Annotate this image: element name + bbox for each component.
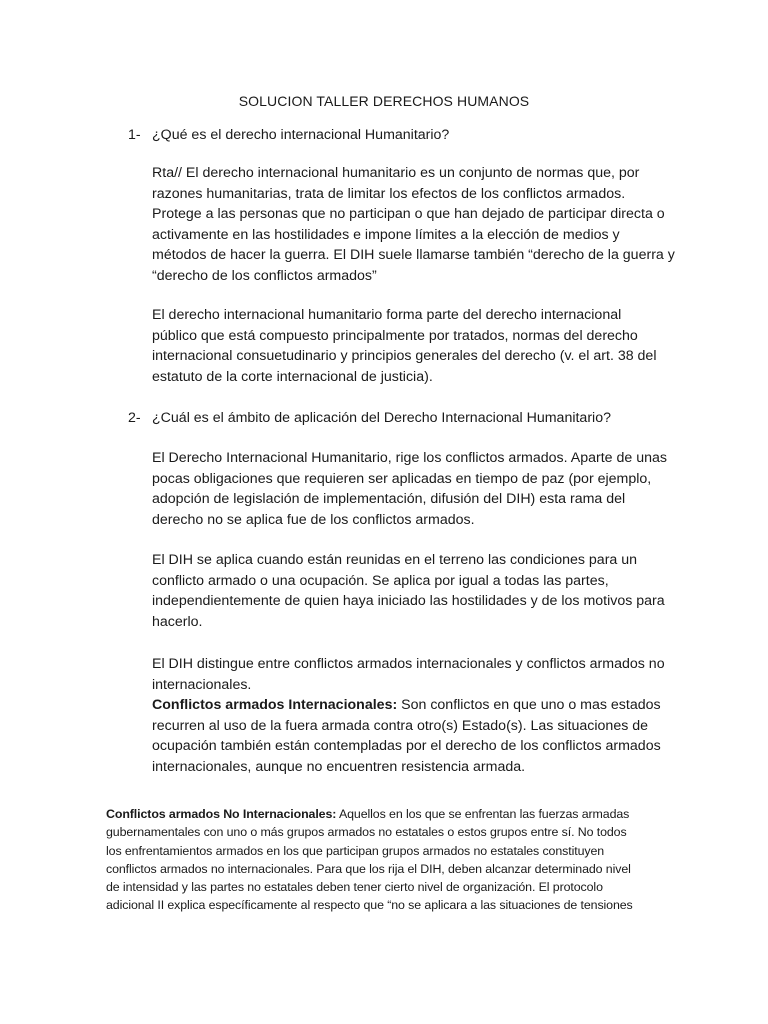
text-line: razones humanitarias, trata de limitar los efectos de los conflictos armados. [152,185,626,202]
text-line: los enfrentamientos armados en los que participan grupos armados no estatales constituyen [106,843,605,858]
text-line: métodos de hacer la guerra. El DIH suele llamarse también “derecho de la guerra y [152,247,675,264]
intl-conflicts-line [152,695,672,716]
text-line: pocas obligaciones que requieren ser aplicadas en tiempo de paz (por ejemplo, [152,470,652,487]
non-intl-conflicts-text: Aquellos en los que se enfrentan las fuerzas armadas [336,807,630,821]
text-line: “derecho de los conflictos armados” [152,267,377,284]
text-line: derecho no se aplica fue de los conflictos armados. [152,511,475,528]
answer-1-paragraph-2 [152,305,672,387]
text-line: Protege a las personas que no participan o que han dejado de participar directa o [152,206,665,223]
question-1-number: 1- [128,127,141,143]
answer-2-paragraph-2 [152,550,672,632]
text-line: adicional II explica específicamente al respecto que “no se aplicara a las situaciones de tensiones [106,898,633,913]
question-1-text: ¿Qué es el derecho internacional Humanitario? [152,127,450,143]
text-line: El DIH distingue entre conflictos armados internacionales y conflictos armados no [152,656,665,672]
text-line: internacionales, aunque no encuentren resistencia armada. [152,758,526,775]
intl-conflicts-label: Conflictos armados Internacionales: [152,697,398,714]
text-line: adopción de legislación de implementación, difusión del DIH) esta rama del [152,491,626,508]
text-line: de intensidad y las partes no estatales deben tener cierto nivel de organización. El protocolo [106,880,603,895]
text-line: activamente en las hostilidades e impone límites a la elección de medios y [152,226,620,243]
text-line: público que está compuesto principalmente por tratados, normas del derecho [152,327,638,344]
document-title: SOLUCION TALLER DERECHOS HUMANOS [238,93,530,109]
text-line: conflictos armados no internacionales. Para que los rija el DIH, deben alcanzar determinado nivel [106,861,631,876]
text-line: ocupación también están contempladas por el derecho de los conflictos armados [152,738,661,755]
text-line: conflicto armado o una ocupación. Se aplica por igual a todas las partes, [152,572,609,589]
text-line: hacerlo. [152,613,203,630]
answer-1-paragraph-1 [152,163,675,287]
answer-2-paragraph-1 [152,448,672,530]
text-line: Rta// El derecho internacional humanitario es un conjunto de normas que, por [152,165,640,181]
question-2-number: 2- [128,410,141,426]
text-line: recurren al uso de la fuera armada contra otro(s) Estado(s). Las situaciones de [152,717,649,734]
intl-conflicts-text: Son conflictos en que uno o mas estados [397,697,661,714]
text-line: El Derecho Internacional Humanitario, rige los conflictos armados. Aparte de unas [152,450,667,466]
text-line: internacional consuetudinario y principios generales del derecho (v. el art. 38 del [152,348,657,365]
text-line: gubernamentales con uno o más grupos armados no estatales o estos grupos entre sí. No todos [106,825,627,840]
text-line: estatuto de la corte internacional de justicia). [152,368,433,385]
non-intl-conflicts-paragraph [106,805,666,915]
text-line: El derecho internacional humanitario forma parte del derecho internacional [152,307,622,323]
text-line: internacionales. [152,676,252,693]
non-intl-conflicts-line [106,805,666,823]
text-line: El DIH se aplica cuando están reunidas en el terreno las condiciones para un [152,552,638,568]
text-line: independientemente de quien haya iniciado las hostilidades y de los motivos para [152,593,665,610]
non-intl-conflicts-label: Conflictos armados No Internacionales: [106,807,337,821]
answer-2-paragraph-3 [152,654,672,778]
question-2-text: ¿Cuál es el ámbito de aplicación del Derecho Internacional Humanitario? [152,410,611,426]
